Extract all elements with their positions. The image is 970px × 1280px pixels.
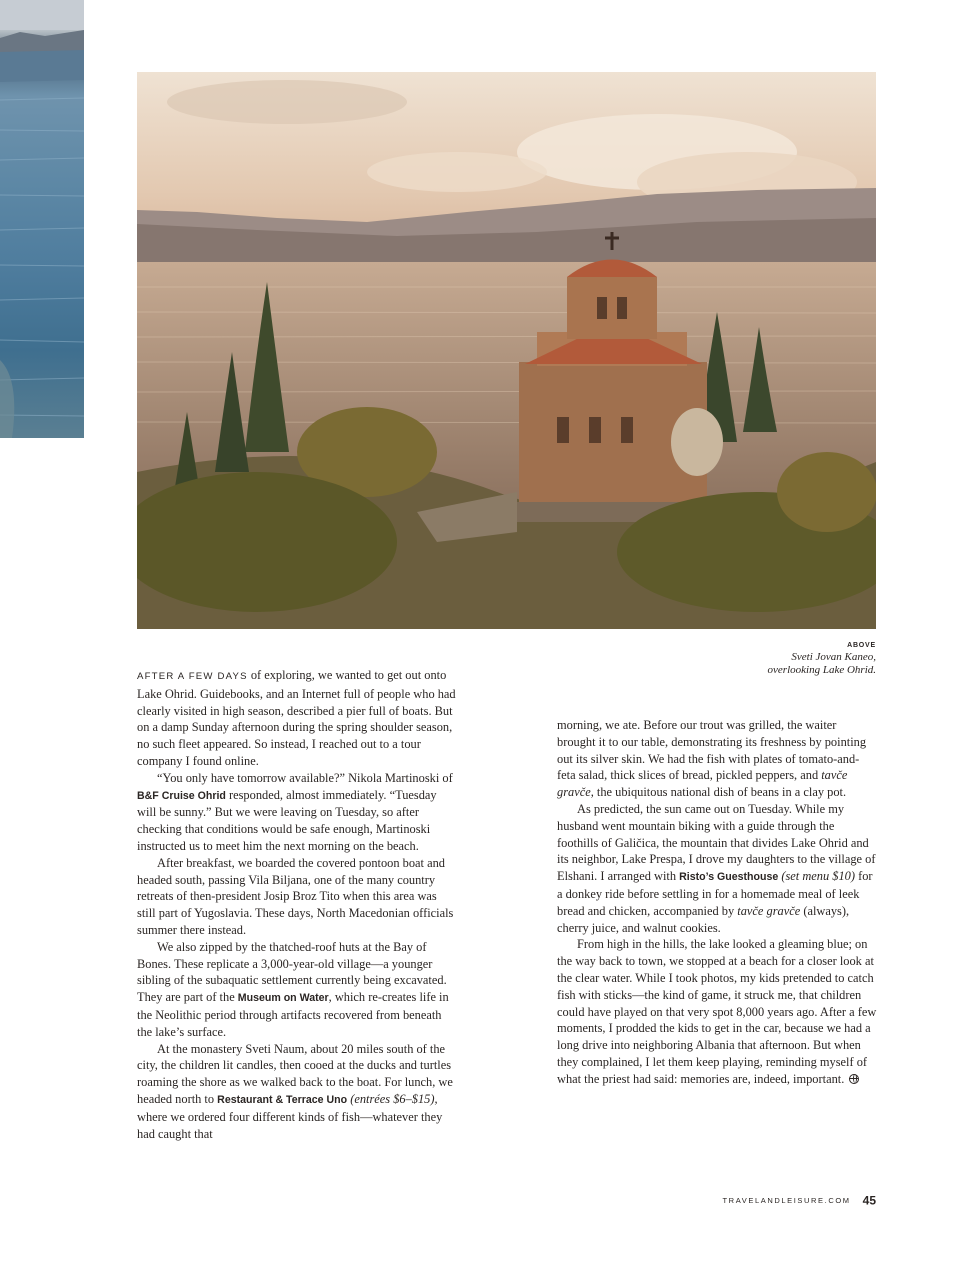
lake-photo-strip: [0, 0, 84, 438]
paragraph-text: the ubiquitous national dish of beans in a clay pot.: [593, 785, 847, 800]
paragraph: After breakfast, we boarded the covered pontoon boat and headed south, passing Vila Biljana, one of the many country retreats of then-president Josip Broz Tito when this area was still part of Yugoslavia. These days, North Macedonian officials summer there instead.: [137, 855, 454, 937]
caption-label: ABOVE: [847, 642, 876, 649]
footer-url: TRAVELANDLEISURE.COM: [722, 1195, 851, 1205]
venue-name: B&F Cruise Ohrid: [137, 789, 226, 802]
paragraph-text: , which re-creates life in the Neolithic period through artifacts recovered from beneath the lake’s surface.: [137, 990, 449, 1039]
lead-in: AFTER A FEW DAYS: [137, 671, 248, 682]
venue-name: Risto’s Guesthouse: [679, 871, 779, 884]
paragraph-text: We also zipped by the thatched-roof huts at the Bay of Bones. These replicate a 3,000-year-old village—a younger sibling of the subaquatic settlement currently being excavated. They are part of the: [137, 939, 447, 1005]
article-column-1: [137, 667, 457, 1142]
paragraph-text: As predicted, the sun came out on Tuesday. While my husband went mountain biking with a guide through the foothills of Galičica, the mountain that divides Lake Ohrid and its neighbor, Lake Prespa, I drove my daughters to the village of Elshani. I arranged with: [557, 801, 876, 884]
globe-end-icon: [849, 1074, 859, 1084]
paragraph: [557, 936, 877, 1087]
paragraph-text: for a donkey ride before settling in for a homemade meal of leek bread and chicken, accompanied by: [557, 869, 873, 918]
paragraph: [557, 717, 877, 801]
page-footer: [723, 1191, 877, 1209]
paragraph: [137, 939, 457, 1041]
price-note: (entrées $6–$15),: [347, 1091, 438, 1106]
paragraph-text: morning, we ate. Before our trout was grilled, the waiter brought it to our table, demonstrating its freshness by pointing out its silver skin. We had the fish with plates of tomato-and-feta salad, thick slices of bread, pickled peppers, and: [557, 718, 867, 783]
paragraph: [557, 801, 877, 936]
venue-name: Restaurant & Terrace Uno: [217, 1093, 348, 1106]
caption-line-2: overlooking Lake Ohrid.: [767, 664, 876, 676]
paragraph-text: of exploring, we wanted to get out onto Lake Ohrid. Guidebooks, and an Internet full of people who had clearly visited in high season, described a pier full of boats. But on a damp Sunday afternoon during the spring shoulder season, no such fleet appeared. So instead, I reached out to a tour company I found online.: [137, 668, 456, 768]
paragraph-text: From high in the hills, the lake looked a gleaming blue; on the way back to town, we stopped at a beach for a closer look at the clear water. While I took photos, my kids pretended to catch fish with sticks—the kind of game, it struck me, that children could have played on that very spot 8,000 years ago. After a few moments, I prodded the kids to get in the car, because we had a long drive into neighboring Albania that afternoon. But when they complained, I let them keep playing, reminding myself of what the priest had said: memories are, indeed, important.: [557, 937, 877, 1086]
venue-name: Museum on Water: [237, 992, 329, 1005]
paragraph-text: At the monastery Sveti Naum, about 20 miles south of the city, the children lit candles, then cooed at the ducks and turtles roaming the shore as we walked back to the boat. For lunch, we headed north to: [137, 1041, 453, 1106]
photo-caption: [676, 641, 876, 677]
article-column-2: [557, 717, 877, 1088]
hero-photo: [137, 72, 876, 629]
lake-strip-illustration: [0, 0, 84, 438]
paragraph: [137, 770, 457, 855]
paragraph-text: responded, almost immediately. “Tuesday will be sunny.” But we were leaving on Tuesday, so after checking that conditions would be safe enough, Martinoski instructed us to meet him the next morning on the beach.: [137, 787, 437, 853]
paragraph: [137, 667, 457, 770]
price-note: (set menu $10): [778, 869, 855, 884]
church-lake-illustration: [137, 72, 876, 629]
paragraph-text: “You only have tomorrow available?” Nikola Martinoski of: [157, 770, 453, 785]
paragraph-text: where we ordered four different kinds of fish—whatever they had caught that: [137, 1109, 443, 1141]
page-number: 45: [862, 1193, 876, 1208]
caption-line-1: Sveti Jovan Kaneo,: [791, 651, 876, 663]
dish-name: tavče gravče: [737, 903, 801, 918]
dish-name: tavče gravče,: [557, 768, 848, 800]
paragraph-text: (always), cherry juice, and walnut cookies.: [557, 903, 850, 935]
paragraph: [137, 1041, 457, 1143]
